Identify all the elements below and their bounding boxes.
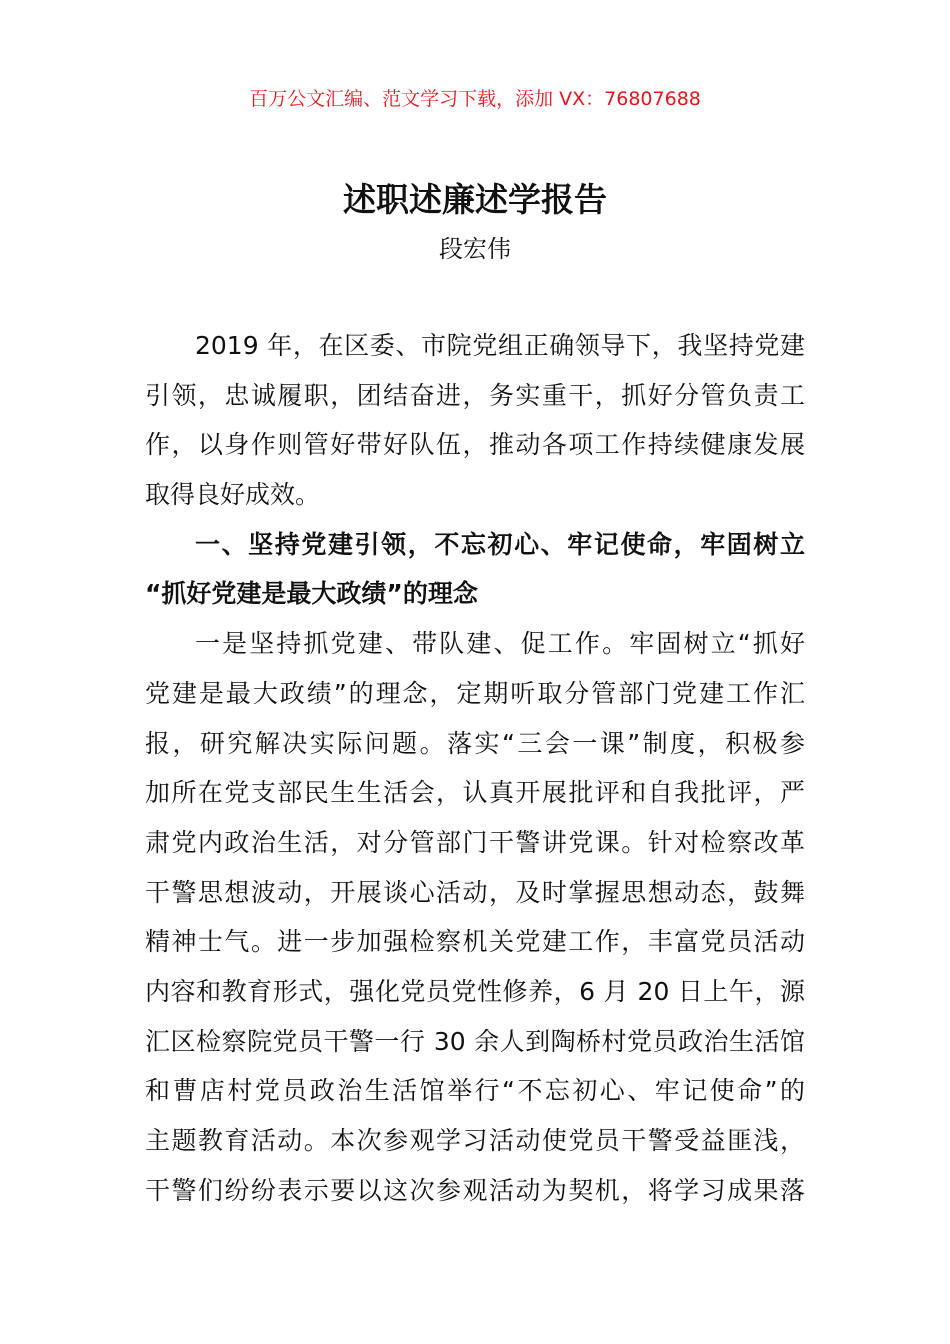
paragraph-line: 取得良好成效。	[145, 480, 321, 510]
paragraph-line: 汇区检察院党员干警一行 30 余人到陶桥村党员政治生活馆	[145, 1026, 805, 1056]
document-author: 段宏伟	[439, 235, 511, 263]
paragraph-line: 2019 年，在区委、市院党组正确领导下，我坚持党建	[195, 331, 805, 360]
paragraph-line: 作，以身作则管好带好队伍，推动各项工作持续健康发展	[145, 430, 805, 460]
paragraph-line: 精神士气。进一步加强检察机关党建工作，丰富党员活动	[145, 927, 805, 957]
paragraph-line: 主题教育活动。本次参观学习活动使党员干警受益匪浅，	[145, 1126, 805, 1155]
paragraph-line: 党建是最大政绩”的理念，定期听取分管部门党建工作汇	[145, 678, 805, 708]
paragraph-line: 加所在党支部民生生活会，认真开展批评和自我批评，严	[145, 778, 805, 808]
section-heading-line: “抓好党建是最大政绩”的理念	[145, 579, 478, 609]
paragraph-line: 引领，忠诚履职，团结奋进，务实重干，抓好分管负责工	[145, 380, 805, 410]
paragraph-line: 报，研究解决实际问题。落实“三会一课”制度，积极参	[145, 728, 805, 758]
header-note: 百万公文汇编、范文学习下载，添加 VX：76807688	[249, 88, 701, 110]
paragraph-line: 和曹店村党员政治生活馆举行“不忘初心、牢记使命”的	[145, 1076, 805, 1106]
paragraph-line: 肃党内政治生活，对分管部门干警讲党课。针对检察改革	[145, 827, 805, 857]
document-title: 述职述廉述学报告	[343, 180, 607, 219]
paragraph-line: 干警思想波动，开展谈心活动，及时掌握思想动态，鼓舞	[145, 877, 805, 907]
document-body	[145, 326, 805, 1220]
paragraph-line: 内容和教育形式，强化党员党性修养，6 月 20 日上午，源	[145, 976, 805, 1006]
section-heading-line: 一、坚持党建引领，不忘初心、牢记使命，牢固树立	[195, 529, 805, 559]
paragraph-line: 干警们纷纷表示要以这次参观活动为契机，将学习成果落	[145, 1175, 805, 1205]
paragraph-line: 一是坚持抓党建、带队建、促工作。牢固树立“抓好	[195, 629, 805, 659]
